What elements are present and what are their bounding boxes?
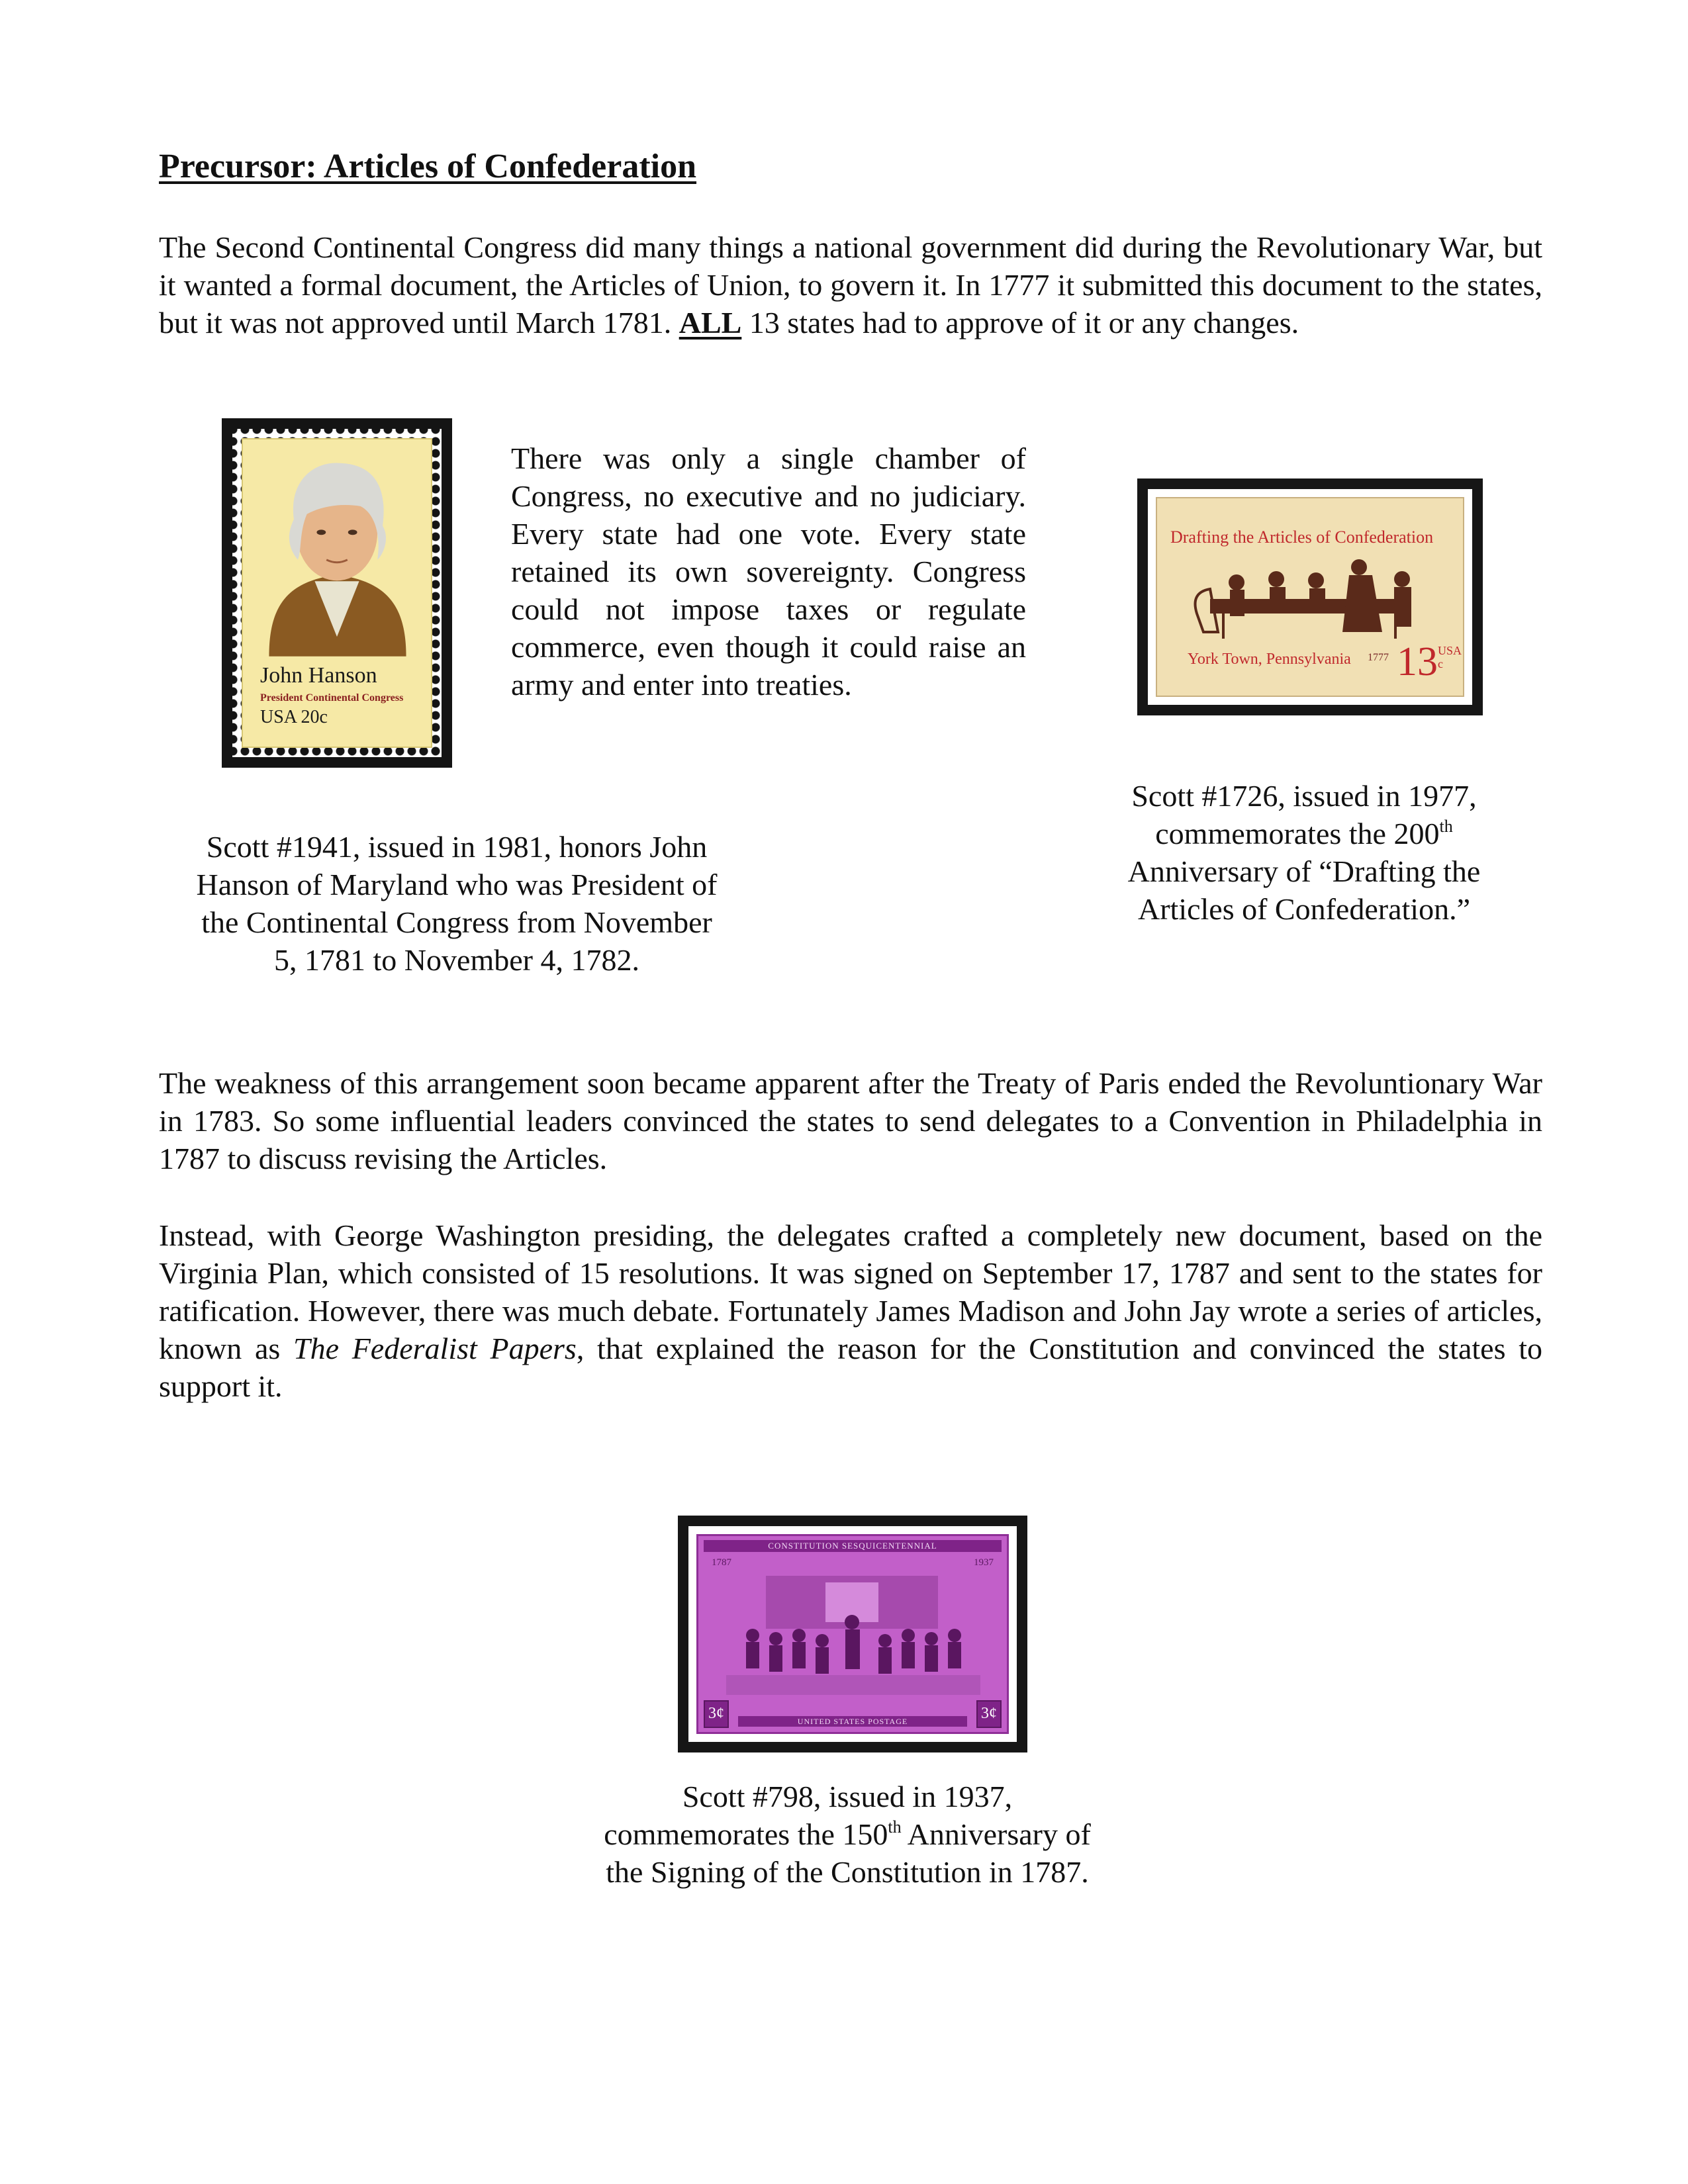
stamp-denomination-left: 3¢ — [704, 1700, 729, 1728]
stamp-denomination: 13 — [1397, 639, 1438, 684]
stamp3-caption — [596, 1778, 1099, 1891]
federalist-papers-title: The Federalist Papers — [293, 1332, 577, 1365]
stamp-face — [1156, 497, 1464, 697]
stamp-face — [696, 1534, 1009, 1734]
stamp-drafting-articles — [1137, 478, 1483, 715]
page-title: Precursor: Articles of Confederation — [159, 148, 697, 185]
stamp-banner: CONSTITUTION SESQUICENTENNIAL — [704, 1540, 1002, 1552]
caption-text: Scott #798, issued in 1937, commemorates the 150 — [604, 1780, 1013, 1851]
paragraph-weakness: The weakness of this arrangement soon became apparent after the Treaty of Paris ended the Revoluntionary War in 1783. So some influential leaders convinced the states to send delegates to a Convention in Philadelphia in 1787 to discuss revising the Articles. — [159, 1066, 1542, 1175]
caption-superscript: th — [1439, 817, 1453, 836]
stamp-year-right: 1937 — [974, 1557, 994, 1568]
stamp-cents: c — [1438, 657, 1443, 670]
intro-text-before: The Second Continental Congress did many things a national government did during the Revolutionary War, but it wanted a formal document, the Articles of Union, to govern it. In 1777 it submitted this document to the states, but it was not approved until March 1781. — [159, 230, 1542, 340]
stamp-constitution-sesquicentennial — [678, 1516, 1027, 1752]
stamp-place: York Town, Pennsylvania — [1188, 651, 1351, 668]
middle-paragraph: There was only a single chamber of Congress, no executive and no judiciary. Every state had one vote. Every state retained its own sovereignty. Congress could not impose taxes or regulate commerce, even though it could raise an army and enter into treaties. — [511, 441, 1026, 702]
stamp2-caption — [1086, 777, 1523, 928]
caption-superscript: th — [888, 1817, 902, 1837]
stamp-top-text: Drafting the Articles of Confederation — [1170, 527, 1434, 547]
paragraph-convention — [159, 1216, 1542, 1405]
stamp-value: USA 20c — [260, 707, 328, 727]
stamp-country — [1438, 644, 1462, 670]
stamp-year-left: 1787 — [712, 1557, 731, 1568]
portrait-illustration — [243, 439, 431, 658]
drafting-scene-illustration — [1184, 553, 1442, 645]
stamp-denomination-right: 3¢ — [976, 1700, 1002, 1728]
intro-paragraph — [159, 228, 1542, 341]
paragraph-text: Instead, with George Washington presiding, the delegates crafted a completely new document, based on the Virginia Plan, which consisted of 15 resolutions. It was signed on September 17, 1787 and sent to the states for ratification. However, there was much debate. Fortunately James Madison and John Jay wrote a series of articles, known as — [159, 1218, 1542, 1365]
stamp-john-hanson — [222, 418, 452, 768]
stamp-country-text: USA — [1438, 644, 1462, 657]
intro-text-after: 13 states had to approve of it or any changes. — [741, 306, 1299, 340]
stamp-subtitle: President Continental Congress — [260, 692, 404, 704]
paragraph-text: , that explained the reason for the Constitution and convinced the states to support it. — [159, 1332, 1542, 1403]
stamp1-caption: Scott #1941, issued in 1981, honors John Hanson of Maryland who was President of the Continental Congress from November 5, 1781 to November 4, 1782. — [196, 830, 718, 977]
stamp-face — [242, 438, 432, 748]
caption-text: Anniversary of the Signing of the Constitution in 1787. — [606, 1817, 1091, 1889]
caption-text: Anniversary of “Drafting the Articles of Confederation.” — [1127, 854, 1481, 926]
stamp-name: John Hanson — [260, 663, 377, 688]
intro-emphasis: ALL — [679, 306, 742, 340]
stamp-year: 1777 — [1368, 652, 1389, 663]
signing-scene-illustration — [726, 1556, 980, 1702]
caption-text: Scott #1726, issued in 1977, commemorates the 200 — [1131, 779, 1477, 850]
stamp-bottom-text: UNITED STATES POSTAGE — [738, 1716, 967, 1727]
